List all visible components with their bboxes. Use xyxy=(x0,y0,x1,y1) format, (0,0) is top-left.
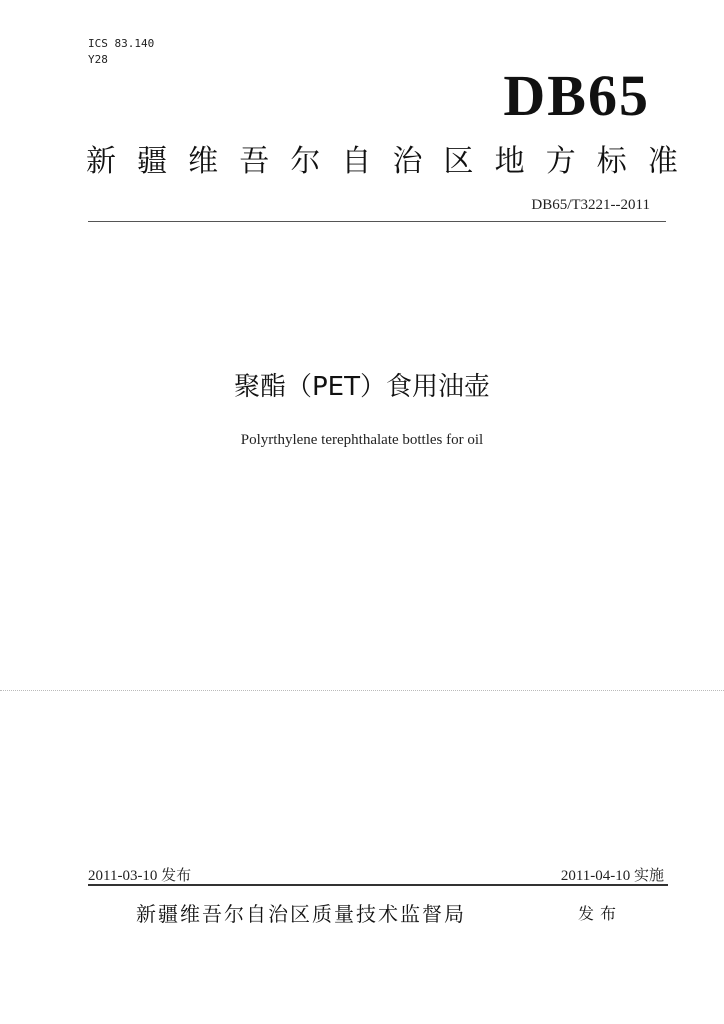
org-char: 自 xyxy=(341,144,372,179)
ics-code: ICS 83.140 xyxy=(88,37,155,50)
issuing-authority: 新疆维吾尔自治区质量技术监督局 xyxy=(136,902,466,926)
org-char: 标 xyxy=(596,144,627,179)
standard-number: DB65/T3221--2011 xyxy=(531,197,650,213)
org-char: 准 xyxy=(647,144,678,179)
standard-logo: DB65 xyxy=(503,63,650,128)
org-char: 维 xyxy=(188,144,219,179)
org-char: 地 xyxy=(494,144,525,179)
footer-divider xyxy=(88,884,668,886)
ccs-code: Y28 xyxy=(88,53,108,66)
org-char: 新 xyxy=(86,144,116,179)
issue-date: 2011-03-10 发布 xyxy=(88,868,192,884)
implementation-date: 2011-04-10 实施 xyxy=(560,868,664,884)
org-char: 区 xyxy=(443,144,474,179)
org-char: 吾 xyxy=(239,144,270,179)
issuer-action: 发布 xyxy=(578,904,623,923)
document-title-en: Polyrthylene terephthalate bottles for oil xyxy=(240,432,484,448)
org-char: 治 xyxy=(392,144,423,179)
organization-heading xyxy=(86,136,678,180)
org-char: 尔 xyxy=(290,144,321,179)
scan-artifact-dotted-line xyxy=(0,690,724,691)
document-title-zh: 聚酯（PET）食用油壶 xyxy=(234,372,490,402)
classification-codes xyxy=(88,36,154,68)
org-char: 方 xyxy=(545,144,576,179)
header-divider xyxy=(88,221,666,222)
org-char: 疆 xyxy=(137,144,168,179)
